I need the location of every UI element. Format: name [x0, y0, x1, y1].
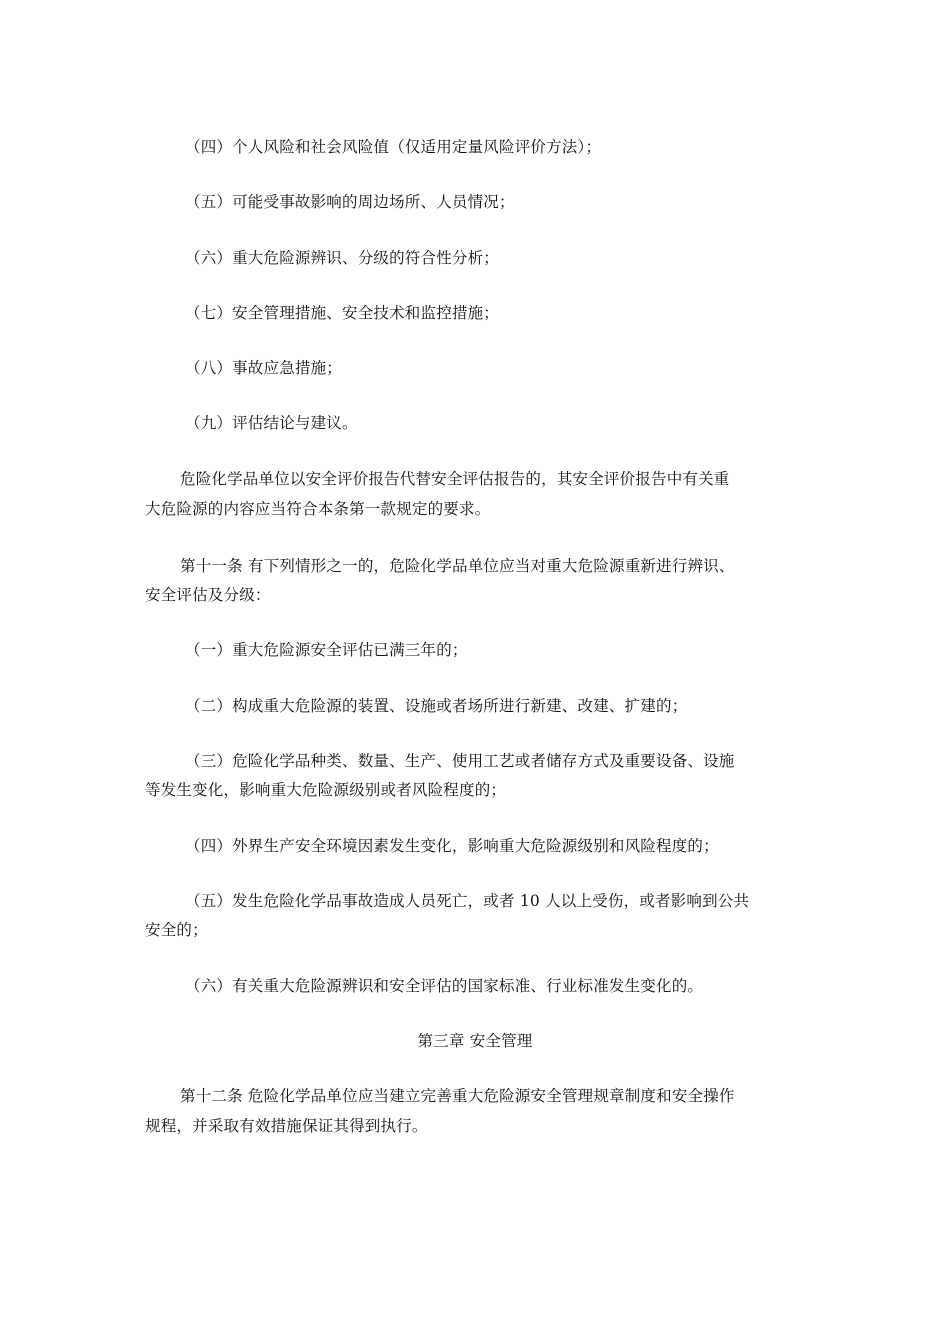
- article-11-item-2: （二）构成重大危险源的装置、设施或者场所进行新建、改建、扩建的；: [185, 697, 688, 715]
- chapter-3-heading: 第三章 安全管理: [417, 1032, 533, 1050]
- article-11-item-1: （一）重大危险源安全评估已满三年的；: [185, 641, 468, 659]
- article-11-item-6: （六）有关重大危险源辨识和安全评估的国家标准、行业标准发生变化的。: [185, 977, 704, 995]
- article-11-item-3-line1: （三）危险化学品种类、数量、生产、使用工艺或者储存方式及重要设备、设施: [185, 752, 735, 770]
- paragraph-report-line2: 大危险源的内容应当符合本条第一款规定的要求。: [145, 500, 491, 518]
- article-11-line2: 安全评估及分级：: [145, 586, 271, 604]
- article-11-item-5-line2: 安全的；: [145, 921, 208, 939]
- item-5-surroundings: （五）可能受事故影响的周边场所、人员情况；: [185, 193, 515, 211]
- article-11-item-5-line1: （五）发生危险化学品事故造成人员死亡，或者 10 人以上受伤，或者影响到公共: [185, 892, 750, 910]
- item-4-risk-values: （四）个人风险和社会风险值（仅适用定量风险评价方法）；: [185, 138, 602, 156]
- article-11-line1: 第十一条 有下列情形之一的，危险化学品单位应当对重大危险源重新进行辨识、: [180, 557, 735, 575]
- item-7-safety-measures: （七）安全管理措施、安全技术和监控措施；: [185, 304, 500, 322]
- article-12-line1: 第十二条 危险化学品单位应当建立完善重大危险源安全管理规章制度和安全操作: [180, 1087, 735, 1105]
- article-11-item-3-line2: 等发生变化，影响重大危险源级别或者风险程度的；: [145, 781, 507, 799]
- item-9-conclusion: （九）评估结论与建议。: [185, 414, 358, 432]
- article-12-line2: 规程，并采取有效措施保证其得到执行。: [145, 1117, 428, 1135]
- article-11-item-4: （四）外界生产安全环境因素发生变化，影响重大危险源级别和风险程度的；: [185, 837, 719, 855]
- paragraph-report-line1: 危险化学品单位以安全评价报告代替安全评估报告的，其安全评价报告中有关重: [180, 470, 730, 488]
- item-6-conformity: （六）重大危险源辨识、分级的符合性分析；: [185, 249, 500, 267]
- item-8-emergency: （八）事故应急措施；: [185, 359, 343, 377]
